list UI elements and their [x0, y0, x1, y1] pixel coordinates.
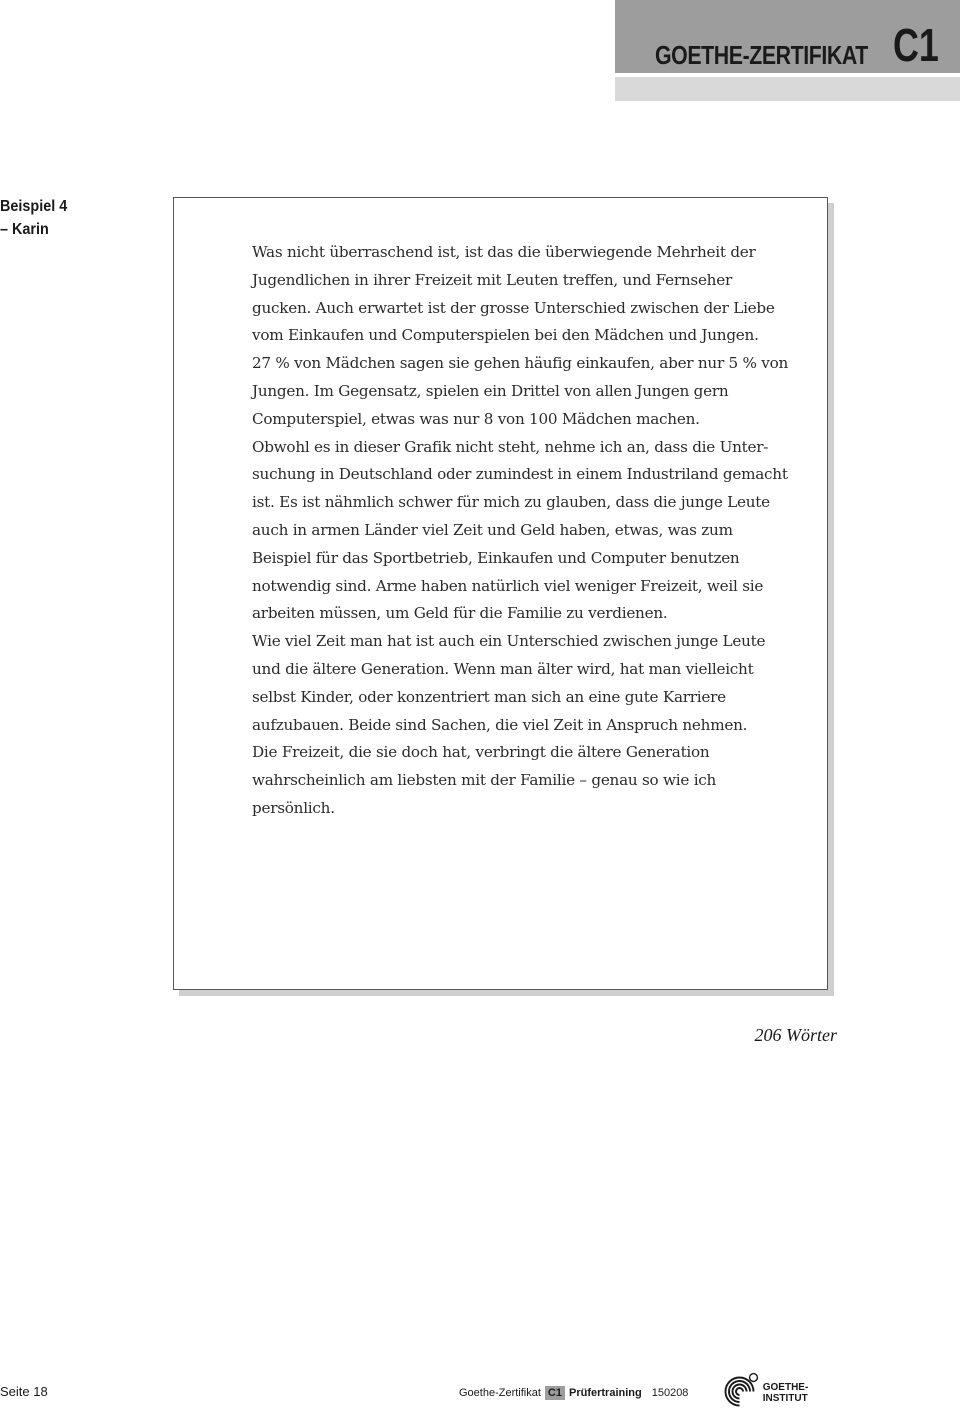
essay-line: ist. Es ist nähmlich schwer für mich zu glauben, dass die junge Leute — [252, 493, 770, 512]
footer-level-badge: C1 — [545, 1386, 565, 1400]
essay-line: gucken. Auch erwartet ist der grosse Unterschied zwischen der Liebe — [252, 298, 775, 317]
essay-line: Die Freizeit, die sie doch hat, verbringt die ältere Generation — [252, 743, 710, 762]
example-label — [0, 195, 110, 241]
goethe-institut-logo — [722, 1368, 842, 1408]
footer-training: Prüfertraining — [568, 1387, 642, 1399]
essay-line: notwendig sind. Arme haben natürlich viel weniger Freizeit, weil sie — [252, 576, 764, 595]
essay-line: wahrscheinlich am liebsten mit der Familie – genau so wie ich — [252, 771, 717, 790]
header-banner-strip — [615, 77, 960, 101]
essay-line: aufzubauen. Beide sind Sachen, die viel Zeit in Anspruch nehmen. — [252, 715, 748, 734]
essay-line: Wie viel Zeit man hat ist auch ein Unterschied zwischen junge Leute — [252, 632, 766, 651]
footer-code: 150208 — [651, 1387, 689, 1399]
example-label-line2: – Karin — [0, 221, 49, 238]
essay-line: Jungen. Im Gegensatz, spielen ein Drittel von allen Jungen gern — [252, 381, 729, 400]
essay-line: Obwohl es in dieser Grafik nicht steht, nehme ich an, dass die Unter- — [252, 437, 769, 456]
essay-line: selbst Kinder, oder konzentriert man sich an eine gute Karriere — [252, 687, 726, 706]
essay-line: Jugendlichen in ihrer Freizeit mit Leuten treffen, und Fernseher — [252, 270, 732, 289]
essay-line: arbeiten müssen, um Geld für die Familie zu verdienen. — [252, 604, 668, 623]
essay-line: und die ältere Generation. Wenn man älter wird, hat man vielleicht — [252, 659, 754, 678]
essay-line: auch in armen Länder viel Zeit und Geld haben, etwas, was zum — [252, 520, 733, 539]
header-title: GOETHE-ZERTIFIKAT — [655, 40, 868, 70]
footer-cert: Goethe-Zertifikat — [459, 1387, 541, 1399]
essay-line: 27 % von Mädchen sagen sie gehen häufig einkaufen, aber nur 5 % von — [252, 354, 789, 373]
essay-line: Computerspiel, etwas was nur 8 von 100 Mädchen machen. — [252, 409, 700, 428]
essay-line: vom Einkaufen und Computerspielen bei den Mädchen und Jungen. — [252, 326, 759, 345]
essay-text — [252, 239, 792, 823]
page-number: Seite 18 — [0, 1384, 48, 1399]
essay-line: persönlich. — [252, 798, 335, 817]
essay-line: suchung in Deutschland oder zumindest in einem Industriland gemacht — [252, 465, 788, 484]
header-level: C1 — [892, 19, 939, 71]
word-count: 206 Wörter — [754, 1025, 837, 1045]
example-label-line1: Beispiel 4 — [0, 198, 68, 215]
footer-info — [459, 1386, 688, 1400]
goethe-spiral-icon — [722, 1368, 759, 1408]
essay-line: Beispiel für das Sportbetrieb, Einkaufen und Computer benutzen — [252, 548, 740, 567]
logo-text: GOETHE-INSTITUT — [762, 1382, 809, 1404]
header-title-group — [655, 19, 951, 71]
essay-line: Was nicht überraschend ist, ist das die überwiegende Mehrheit der — [252, 243, 756, 261]
